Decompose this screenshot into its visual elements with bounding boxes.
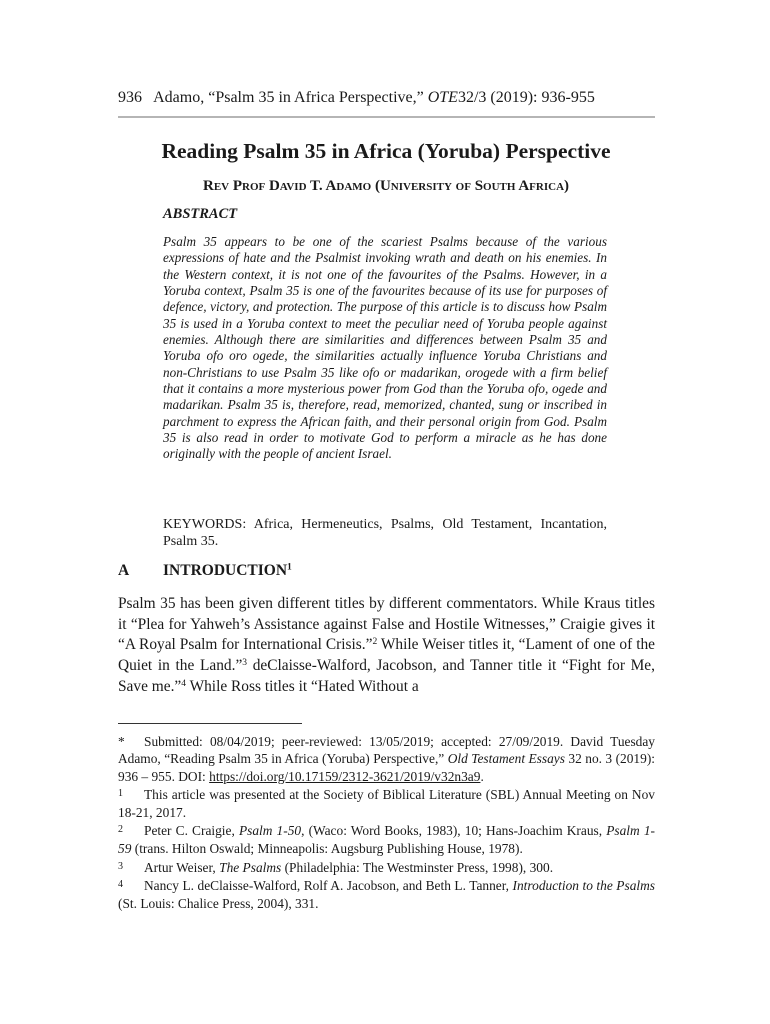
footnote-mark: 1 — [118, 788, 123, 800]
footnote-journal: Old Testament Essays — [447, 751, 565, 767]
footnote-text: . — [480, 768, 484, 784]
running-head-issue: 32/3 (2019): 936-955 — [457, 89, 595, 106]
doi-link[interactable]: https://doi.org/10.17159/2312-3621/2019/v32n3a9 — [209, 768, 481, 784]
section-letter: A — [118, 562, 130, 579]
abstract-heading: ABSTRACT — [163, 206, 238, 222]
footnote-mark: * — [118, 734, 125, 749]
footnote-text: Peter C. Craigie, — [144, 823, 239, 839]
footnote-text: , (Waco: Word Books, 1983), 10; Hans-Joachim Kraus, — [301, 823, 607, 839]
footnote-book-title: Psalm 1-50 — [238, 823, 302, 839]
footnote-text: (trans. Hilton Oswald; Minneapolis: Augsburg Publishing House, 1978). — [131, 840, 523, 856]
footnote-book-title: Introduction to the Psalms — [512, 878, 655, 894]
article-title: Reading Psalm 35 in Africa (Yoruba) Perspective — [161, 139, 611, 163]
footnote-text: Nancy L. deClaisse-Walford, Rolf A. Jacobson, and Beth L. Tanner, — [144, 878, 513, 894]
author-line: Rev Prof David T. Adamo (University of South Africa) — [202, 178, 570, 194]
footnote-text: 32 no. 3 (2019): 936 – 955. DOI: — [118, 751, 655, 784]
footnote-4 — [118, 876, 655, 912]
footnote-text: Submitted: 08/04/2019; peer-reviewed: 13/05/2019; accepted: 27/09/2019. David Tuesday Adamo, “Reading Psalm 35 in Africa (Yoruba) Perspective,” — [118, 734, 655, 767]
body-sentence: While Weiser titles it, “Lament of one of the Quiet in the Land.” — [118, 636, 655, 675]
footnote-ref: 3 — [242, 656, 248, 668]
footnote-mark: 3 — [118, 860, 123, 872]
running-head-journal: OTE — [427, 89, 458, 106]
keywords: KEYWORDS: Africa, Hermeneutics, Psalms, Old Testament, Incantation, Psalm 35. — [163, 517, 607, 549]
header-divider — [118, 116, 655, 118]
footnote-ref: 1 — [287, 561, 292, 573]
page-number: 936 — [118, 89, 142, 106]
footnote-divider — [118, 723, 302, 724]
footnote-text: (St. Louis: Chalice Press, 2004), 331. — [118, 895, 319, 911]
footnote-text: This article was presented at the Society of Biblical Literature (SBL) Annual Meeting on Nov 18-21, 2017. — [118, 787, 655, 820]
body-sentence: Psalm 35 has been given different titles by different commentators. While Kraus titles it “Plea for Yahweh’s Assistance against False and Hostile Witnesses,” Craigie gives it “A Royal Psalm for International Crisis.” — [118, 595, 655, 654]
footnote-2 — [118, 821, 655, 857]
body-paragraph — [118, 594, 655, 698]
footnote-book-title: The Psalms — [219, 859, 282, 875]
footnotes — [118, 733, 655, 912]
footnote-book-title: Psalm 1-59 — [118, 823, 655, 856]
footnote-mark: 2 — [118, 824, 123, 836]
footnote-text: Artur Weiser, — [144, 859, 220, 875]
footnote-3 — [118, 858, 655, 876]
footnote-mark: 4 — [118, 879, 123, 891]
footnote-ref: 4 — [181, 677, 187, 689]
footnote-text: (Philadelphia: The Westminster Press, 1998), 300. — [281, 859, 554, 875]
running-head-citation: Adamo, “Psalm 35 in Africa Perspective,” — [153, 89, 428, 106]
section-heading — [118, 561, 654, 581]
running-head — [118, 88, 654, 108]
footnote-1 — [118, 785, 655, 821]
footnote-ref: 2 — [372, 636, 378, 648]
footnote-submission — [118, 733, 655, 785]
abstract-text: Psalm 35 appears to be one of the scariest Psalms because of the various expressions of hate and the Psalmist invoking wrath and death on his enemies. In the Western context, it is not one of the favourites of the Psalms. However, in a Yoruba context, Psalm 35 is one of the favourites because of its use for purposes of defence, victory, and protection. The purpose of this article is to discuss how Psalm 35 is used in a Yoruba context to meet the peculiar need of Yoruba people against enemies. Although there are similarities and differences between Psalm 35 and Yoruba ofo oro ogede, the similarities actually influence Yoruba Christians and non-Christians to use Psalm 35 like ofo or madarikan, orogede with a firm belief that it contains a more mysterious power from God than the Yoruba ofo, ogede and madarikan. Psalm 35 is, therefore, read, memorized, chanted, sung or inscribed in parchment to express the African faith, and their personal origin from God. Psalm 35 is also read in order to motivate God to perform a miracle as he has done originally with the people of ancient Israel. — [163, 234, 607, 462]
body-sentence: While Ross titles it “Hated Without a — [186, 677, 419, 695]
section-title: INTRODUCTION — [163, 562, 288, 579]
body-sentence: deClaisse-Walford, Jacobson, and Tanner title it “Fight for Me, Save me.” — [118, 657, 655, 695]
